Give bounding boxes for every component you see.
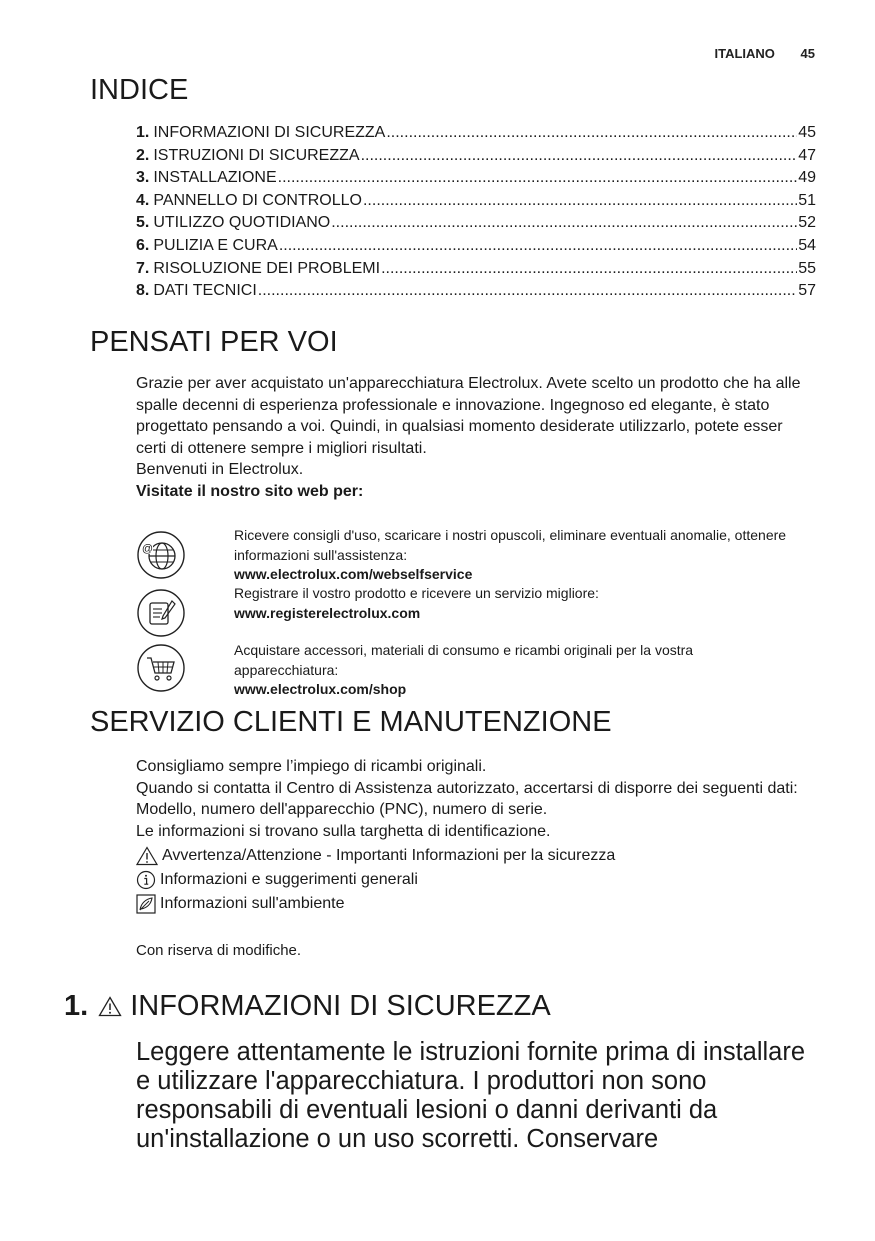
- warning-icon: [136, 846, 158, 866]
- symbol-row: [136, 868, 816, 892]
- toc-item-label: PULIZIA E CURA: [153, 236, 278, 254]
- leaf-icon: [136, 894, 156, 914]
- for-you-title: PENSATI PER VOI: [90, 326, 338, 358]
- register-icon: [136, 588, 186, 638]
- toc-item-page: 47: [798, 146, 816, 164]
- toc-item[interactable]: [136, 280, 816, 303]
- running-header: [714, 46, 815, 61]
- service-title: SERVIZIO CLIENTI E MANUTENZIONE: [90, 706, 612, 738]
- toc-item[interactable]: [136, 258, 816, 281]
- toc-item-label: DATI TECNICI: [153, 282, 257, 300]
- toc-leader: [331, 212, 797, 235]
- toc-item-number: 8.: [136, 282, 150, 300]
- toc-item-label: INFORMAZIONI DI SICUREZZA: [153, 124, 386, 141]
- register-link[interactable]: www.registerelectrolux.com: [234, 604, 421, 621]
- toc-leader: [278, 167, 798, 190]
- toc-item-label: RISOLUZIONE DEI PROBLEMI: [153, 259, 381, 277]
- change-notice: Con riserva di modifiche.: [136, 942, 302, 959]
- toc-item[interactable]: [136, 212, 816, 235]
- service-line: Consigliamo sempre l’impiego di ricambi originali.: [136, 758, 487, 775]
- toc-item-number: 1.: [136, 124, 150, 141]
- web-item-text: Acquistare accessori, materiali di consumo e ricambi originali per la vostra apparecchiatura: www.electrolux.com/shop: [234, 642, 694, 697]
- toc-item[interactable]: [136, 167, 816, 190]
- toc-item-page: 49: [798, 169, 816, 187]
- web-item-text: Ricevere consigli d'uso, scaricare i nostri opuscoli, eliminare eventuali anomalie, ottenere informazioni sull'assistenza: www.electrolux.com/webselfservice: [234, 527, 787, 582]
- toc-item-label: INSTALLAZIONE: [153, 169, 277, 187]
- toc-item-page: 57: [798, 282, 816, 300]
- toc-item-number: 4.: [136, 191, 150, 209]
- toc-item-page: 52: [798, 214, 816, 232]
- index-title: INDICE: [90, 74, 189, 106]
- toc-item[interactable]: [136, 235, 816, 258]
- header-language: ITALIANO: [714, 46, 775, 61]
- toc-item-number: 6.: [136, 236, 150, 254]
- service-line: Le informazioni si trovano sulla targhetta di identificazione.: [136, 822, 551, 840]
- symbol-label: Informazioni sull'ambiente: [160, 895, 345, 913]
- section-number: 1.: [64, 990, 89, 1022]
- toc-item-page: 45: [798, 124, 816, 141]
- selfservice-link[interactable]: www.electrolux.com/webselfservice: [234, 566, 473, 582]
- for-you-paragraph: Grazie per aver acquistato un'apparecchiatura Electrolux. Avete scelto un prodotto che ha alle spalle decenni di esperienza professionale e innovazione. Ingegnoso ed elegante, è stato progettato pensando a voi. Quindi, in qualsiasi momento desiderate utilizzarlo, potete esser certi di ottenere sempre i migliori risultati.: [136, 375, 801, 457]
- toc-leader: [386, 122, 797, 145]
- section-title: INFORMAZIONI DI SICUREZZA: [130, 990, 551, 1022]
- toc-item-label: PANNELLO DI CONTROLLO: [153, 191, 362, 209]
- toc-item[interactable]: [136, 122, 816, 145]
- section-1-heading: [64, 990, 551, 1023]
- toc-item-number: 5.: [136, 214, 150, 232]
- toc-leader: [361, 145, 798, 168]
- visit-heading: Visitate il nostro sito web per:: [136, 482, 364, 500]
- toc-item-label: ISTRUZIONI DI SICUREZZA: [153, 146, 360, 164]
- toc-item-number: 3.: [136, 169, 150, 187]
- toc-leader: [279, 235, 797, 258]
- symbol-label: Avvertenza/Attenzione - Importanti Informazioni per la sicurezza: [162, 847, 616, 865]
- toc-item-page: 54: [798, 236, 816, 254]
- symbol-row: [136, 892, 816, 916]
- cart-icon: [136, 643, 186, 693]
- service-body: [136, 756, 816, 962]
- welcome-text: Benvenuti in Electrolux.: [136, 461, 304, 478]
- svg-text:@: @: [141, 543, 154, 555]
- toc-item-page: 51: [798, 191, 816, 209]
- toc-item-number: 7.: [136, 259, 150, 277]
- service-line: Quando si contatta il Centro di Assistenza autorizzato, accertarsi di disporre dei seguenti dati: Modello, numero dell'apparecchio (PNC), numero di serie.: [136, 779, 798, 818]
- for-you-body: [136, 373, 816, 502]
- toc-item[interactable]: [136, 190, 816, 213]
- symbol-row: [136, 844, 816, 868]
- toc-leader: [258, 280, 797, 303]
- web-item-text: Registrare il vostro prodotto e ricevere un servizio migliore: www.registerelectrolux.com: [234, 585, 599, 621]
- section-1-intro: Leggere attentamente le istruzioni fornite prima di installare e utilizzare l'apparecchiatura. I produttori non sono responsabili di eventuali lesioni o danni derivanti da un'installazione o un uso scorretti. Conservare: [136, 1038, 806, 1153]
- toc-item-number: 2.: [136, 146, 150, 164]
- table-of-contents: [136, 122, 816, 303]
- globe-icon: [136, 530, 186, 580]
- toc-item-page: 55: [798, 259, 816, 277]
- toc-item-label: UTILIZZO QUOTIDIANO: [153, 214, 331, 232]
- toc-leader: [381, 258, 797, 281]
- toc-item[interactable]: [136, 145, 816, 168]
- page-number: 45: [800, 46, 815, 61]
- shop-link[interactable]: www.electrolux.com/shop: [234, 681, 407, 697]
- info-icon: [136, 870, 156, 890]
- warning-icon: [98, 996, 122, 1017]
- symbol-label: Informazioni e suggerimenti generali: [160, 871, 418, 889]
- toc-leader: [363, 190, 797, 213]
